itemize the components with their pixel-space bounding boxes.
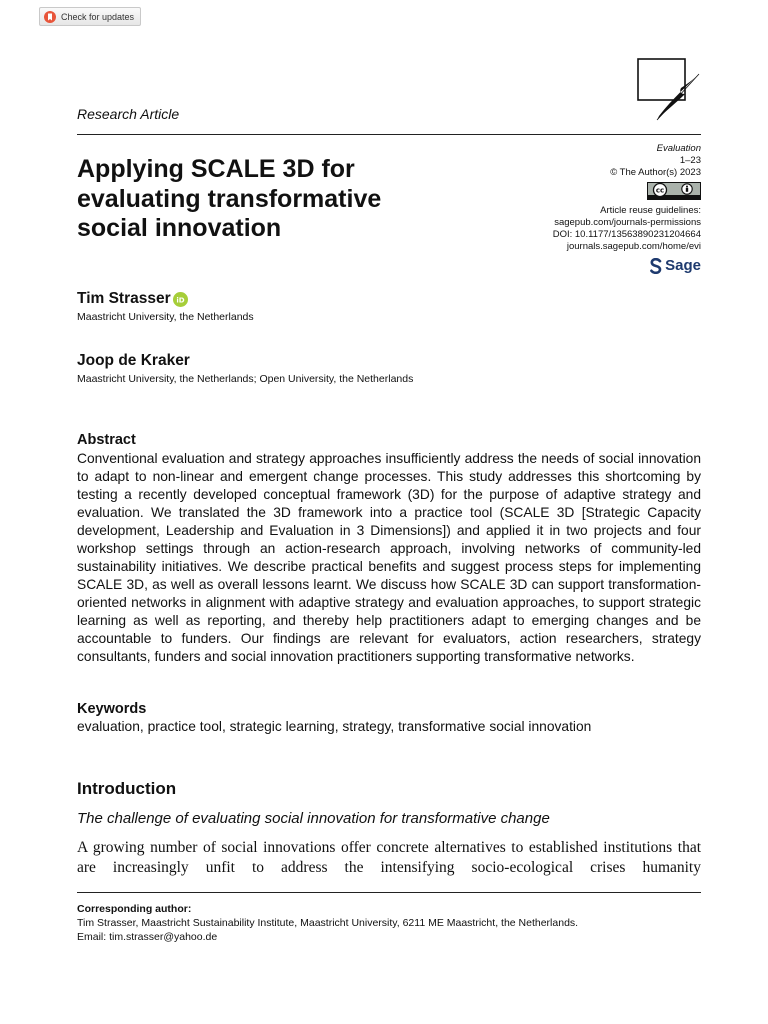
author-affiliation: Maastricht University, the Netherlands; Open University, the Netherlands	[77, 373, 414, 385]
bookmark-icon	[44, 11, 56, 23]
author-name	[77, 352, 190, 370]
title-line: evaluating transformative	[77, 184, 382, 213]
doi[interactable]: DOI: 10.1177/13563890231204664	[552, 229, 701, 241]
title-line: Applying SCALE 3D for	[77, 155, 355, 183]
orcid-icon[interactable]	[173, 292, 188, 307]
header-rule	[77, 134, 701, 135]
footnote-heading: Corresponding author:	[77, 903, 192, 915]
author-block	[77, 352, 413, 385]
corresponding-author-note	[77, 902, 578, 944]
introduction-subheading: The challenge of evaluating social innovation for transformative change	[77, 810, 550, 827]
body-line: that are increasingly unfit to address the intensifying socio-ecological crises humanity	[77, 839, 702, 876]
svg-text:cc: cc	[655, 186, 665, 195]
article-metadata	[461, 143, 701, 278]
footnote-rule	[77, 892, 701, 893]
article-title	[77, 155, 477, 244]
footnote-email[interactable]: Email: tim.strasser@yahoo.de	[77, 931, 218, 943]
publisher-logo	[650, 258, 701, 274]
permissions-link[interactable]: sagepub.com/journals-permissions	[554, 217, 701, 229]
author-block	[77, 290, 254, 323]
introduction-heading: Introduction	[77, 779, 177, 798]
author-affiliation: Maastricht University, the Netherlands	[77, 311, 254, 323]
publisher-name: Sage	[665, 256, 701, 274]
author-name-text: Tim Strasser	[77, 290, 171, 307]
page-range: 1–23	[679, 155, 701, 167]
title-line: social innovation	[77, 214, 282, 242]
sage-s-icon	[650, 258, 662, 274]
check-for-updates-label: Check for updates	[61, 11, 135, 22]
keywords-text: evaluation, practice tool, strategic learning, strategy, transformative social innovation	[77, 719, 592, 734]
abstract-heading: Abstract	[77, 432, 136, 448]
article-type: Research Article	[77, 106, 180, 122]
abstract-text: Conventional evaluation and strategy approaches insufficiently address the needs of social innovation to adapt to non-linear and emergent change processes. This study addresses this shortcoming by testing a recently developed conceptual framework (3D) for the purpose of adaptive strategy and evaluation. We translated the 3D framework into a practice tool (SCALE 3D [Strategic Capacity development, Leadership and Evaluation in 3 Dimensions]) and applied it in two projects and four workshop settings through an action-research approach, involving networks of community-led sustainability initiatives. We describe practical benefits and suggest process steps for implementing SCALE 3D, as well as overall lessons learnt. We discuss how SCALE 3D can support transformation-oriented networks in alignment with adaptive strategy and evaluation approaches, to support strategic learning as well as reporting, and thereby help practitioners adapt to emerging changes and be accountable to funders. Our findings are relevant for evaluators, action researchers, strategy consultants, funders and social innovation practitioners supporting transformative networks.	[77, 451, 701, 664]
svg-text:iD: iD	[176, 294, 185, 304]
author-name	[77, 290, 188, 308]
body-text	[77, 838, 701, 878]
journal-logo-icon	[637, 58, 701, 122]
journal-name: Evaluation	[656, 143, 701, 154]
author-name-text: Joop de Kraker	[77, 352, 190, 369]
body-line: A growing number of social innovations offer concrete alternatives to established institutions	[77, 839, 673, 856]
keywords-heading: Keywords	[77, 701, 147, 717]
journal-homepage-link[interactable]: journals.sagepub.com/home/evi	[566, 241, 701, 253]
footnote-address: Tim Strasser, Maastricht Sustainability Institute, Maastricht University, 6211 ME Maastricht, the Netherlands.	[77, 917, 579, 929]
reuse-guidelines: Article reuse guidelines:	[600, 204, 701, 216]
check-for-updates-button[interactable]	[39, 7, 141, 26]
cc-by-icon[interactable]	[647, 182, 701, 200]
copyright: © The Author(s) 2023	[610, 167, 701, 179]
